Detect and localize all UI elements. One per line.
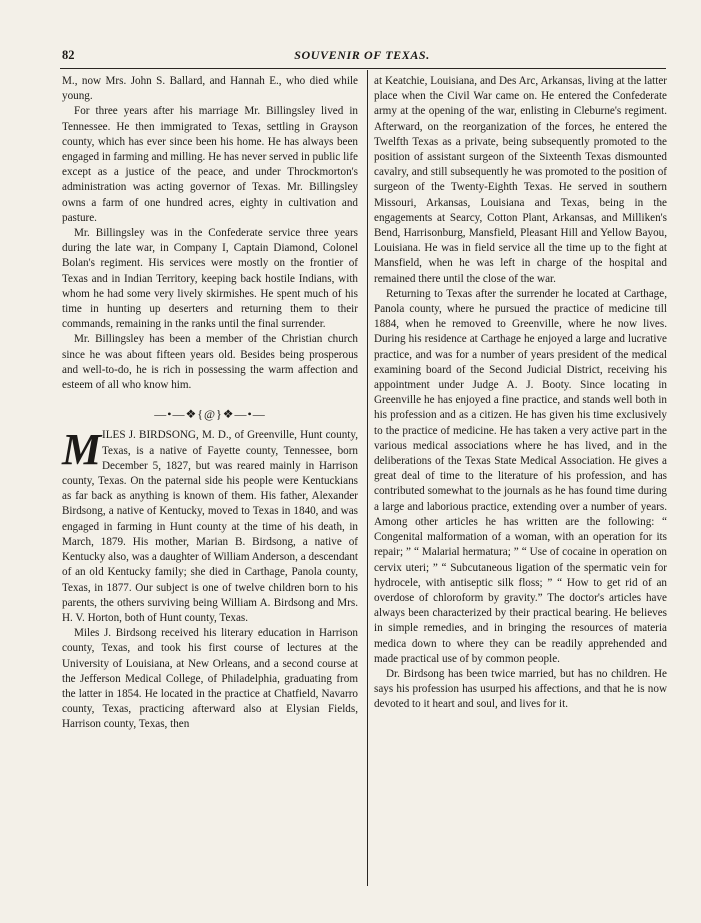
- column-divider: [367, 70, 368, 886]
- drop-cap: M: [62, 425, 102, 475]
- section-ornament: —•—❖{@}❖—•—: [154, 407, 266, 422]
- biography-intro-text: ILES J. BIRDSONG, M. D., of Greenville, Hunt county, Texas, is a native of Fayette county, Tennessee, born December 5, 1827, but was reared mainly in Harrison county, Texas. On the paternal side his people were Kentuckians as far back as anything is known of them. His father, Alexander Birdsong, a native of Kentucky, moved to Texas in 1840, and was engaged in farming in Hunt county at the time of his death, in March, 1879. His mother, Marian B. Birdsong, a native of Kentucky also, was a daughter of William Anderson, a descendant of an old Kentucky family; she died in Carthage, Panola county, Texas, in 1877. Our subject is one of twelve children born to his parents, the others surviving being William A. Birdsong and Mrs. H. V. Horton, both of Hunt county, Texas.: [62, 429, 358, 624]
- paragraph: Dr. Birdsong has been twice married, but has no children. He says his profession has usurped his affections, and that he is now devoted to it heart and soul, and lives for it.: [374, 667, 667, 711]
- right-column: [374, 74, 667, 713]
- paragraph: M., now Mrs. John S. Ballard, and Hannah E., who died while young.: [62, 75, 358, 103]
- biography-intro: [62, 425, 358, 626]
- paragraph: Miles J. Birdsong received his literary education in Harrison county, Texas, and took his first course of lectures at the University of Louisiana, at New Orleans, and a second course at the Jefferson Medical College, of Philadelphia, graduating from the latter in 1854. He located in the practice at Chatfield, Navarro county, Texas, practicing afterward also at Elysian Fields, Harrison county, Texas, then: [62, 627, 358, 731]
- paragraph: Returning to Texas after the surrender he located at Carthage, Panola county, where he pursued the practice of medicine till 1884, when he removed to Greenville, where he now lives. During his residence at Carthage he enjoyed a large and lucrative practice, and was for a number of years president of the medical examining board of the Second Judicial District, receiving his appointment under Judge A. J. Booty. Since locating in Greenville he has enjoyed a fine practice, and stands well both in his profession and as a citizen. He has given his time exclusively to the practice of medicine. He has taken a very active part in the various medical associations where he has lived, and in the deliberations of the Texas State Medical Association. He gives a great deal of time to the literature of his profession, and has contributed somewhat to the journals as he has found time during a large and laborious practice, extending over a number of years. Among other articles he has written are the following: “ Congenital malformation of a woman, with an operation for its repair; ” “ Malarial hermatura; ” “ Use of cocaine in operation on cervix uteri; ” “ Subcutaneous ligation of the spermatic vein for hydrocele, with antiseptic silk floss; ” “ How to get rid of an overdose of chloroform by gravity.” The doctor's articles have always been characterized by their practical bearing. He believes in simple remedies, and in bringing the resources of materia medica down to where they can be readily apprehended and made practical use of by common people.: [374, 287, 667, 665]
- paragraph: For three years after his marriage Mr. Billingsley lived in Tennessee. He then immigrated to Texas, settling in Grayson county, which has ever since been his home. He has always been engaged in farming and milling. He has never served in public life except as a justice of the peace, and under Throckmorton's administration was acting governor of Texas. Mr. Billingsley owns a farm of one hundred acres, eighty in cultivation and pasture.: [62, 105, 358, 224]
- left-column: [62, 74, 358, 733]
- paragraph: Mr. Billingsley has been a member of the Christian church since he was about fifteen years old. Besides being prosperous and well-to-do, he is rich in possessing the warm affection and esteem of all who know him.: [62, 333, 358, 392]
- page-number: 82: [62, 48, 75, 62]
- page-header: [62, 48, 662, 64]
- paragraph: Mr. Billingsley was in the Confederate service three years during the late war, in Company I, Captain Diamond, Colonel Bolan's regiment. His services were mostly on the frontier of Texas and in Indian Territory, keeping back hostile Indians, with whom he had some very lively skirmishes. He spent much of his time in hunting up deserters and returning them to their commands, remaining in the ranks until the final surrender.: [62, 227, 358, 331]
- running-title: SOUVENIR OF TEXAS.: [294, 48, 430, 62]
- header-rule: [60, 68, 666, 69]
- paragraph: at Keatchie, Louisiana, and Des Arc, Arkansas, living at the latter place when the Civil War came on. He entered the Confederate army at the opening of the war, enlisting in Cleburne's regiment. Afterward, on the reorganization of the forces, he entered the Twelfth Texas as a private, being subsequently promoted to the position of assistant surgeon of the Sixteenth Texas dismounted cavalry, and still subsequently he was promoted to the position of surgeon of the Twenty-Eighth Texas. He served in southern Missouri, Arkansas, Louisiana and Texas, being in the engagements at Searcy, Cotton Plant, Arkansas, and Milliken's Bend, Harrisonburg, Mansfield, Pleasant Hill and Yellow Bayou, Louisiana. He was in field service all the time up to the fight at Mansfield, when he was left in charge of the hospital and remained there until the close of the war.: [374, 75, 667, 285]
